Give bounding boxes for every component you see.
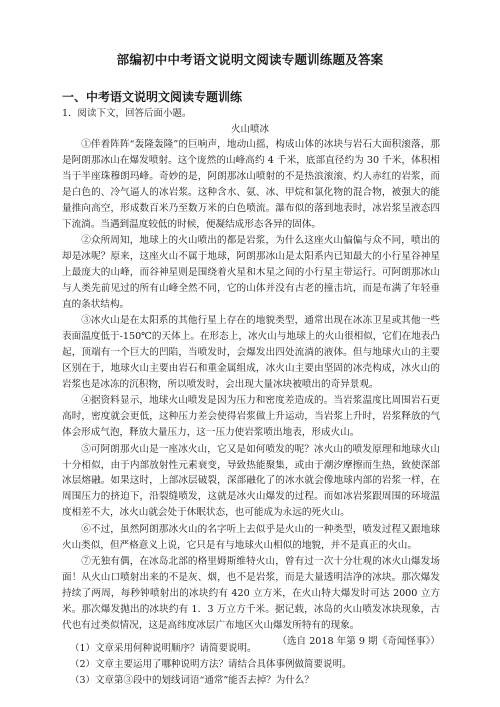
question-intro: 1．阅读下文，回答后面小题。 (62, 108, 192, 119)
paragraph-6: ⑥不过，虽然阿朗那冰火山的名字听上去似乎是火山的一种类型，喷发过程又跟地球火山类似，但严格意义上说，它只是有与地球火山相似的地貌，并不是真正的火山。 (62, 523, 440, 551)
question-1: （1）文章采用何种说明顺序？请简要说明。 (70, 643, 257, 654)
article-title: 火山喷冰 (230, 124, 269, 135)
article-body (62, 137, 440, 651)
paragraph-4: ④据资料显示，地球火山喷发是因为压力和密度差造成的。当岩浆温度比周围岩石更高时，密度就会更低，这种压力差会使得岩浆做上升运动，当岩浆上升时，岩浆释放的气体会形成气泡，释放大量压力，这一压力使岩浆喷出地表，形成火山。 (62, 395, 440, 439)
document-title: 部编初中中考语文说明文阅读专题训练题及答案 (116, 52, 384, 67)
paragraph-1: ①伴着阵阵“轰隆轰隆”的巨响声，地动山摇，构成山体的冰块与岩石大面积滚落，那是阿朗那冰山在爆发喷射。这个庞然的山峰高约 4 千米，底部直径约为 30 千米，体积相当于半座珠穆朗玛峰。奇妙的是，阿朗那冰山喷射的不是热浪滚滚、灼人赤红的岩浆，而是白色的、冷气逼人的冰岩浆。这种含水、氨、冰、甲烷和氯化物的混合物，被强大的能量推向高空，形成数百米乃至数万米的白色喷流。瀑布似的落到地表时，冰岩浆呈液态四下流淌。当遇到温度较低的时候，便凝结成形态各异的固体。 (62, 139, 440, 230)
question-2: （2）文章主要运用了哪种说明方法？请结合具体事例做简要说明。 (70, 659, 352, 671)
question-3: （3）文章第③段中的划线词语“通常”能否去掉？为什么？ (70, 675, 314, 687)
paragraph-3: ③冰火山是在太阳系的其他行星上存在的地貌类型，通常出现在冰冻卫星或其他一些表面温度低于-150℃的天体上。在形态上，冰火山与地球上的火山很相似，它们在地表凸起，顶端有一个巨大的凹陷，当喷发时，会爆发出四处流淌的液体。但与地球火山的主要区别在于，地球火山主要由岩石和重金属组成，冰火山主要由坚固的冰壳构成，冰火山的岩浆也是冰冻的沉积物，所以喷发时，会出现大量冰块被喷出的奇异景观。 (62, 315, 440, 390)
section-heading: 一、中考语文说明文阅读专题训练 (62, 90, 243, 104)
paragraph-2: ②众所周知，地球上的火山喷出的都是岩浆，为什么这座火山偏偏与众不同，喷出的却是冰呢？原来，这座火山不属于地球，阿朗那冰山是太阳系内已知最大的小行星谷神星上最庞大的山峰，而谷神星则是围绕着火星和木星之间的小行星主带运行。可阿朗那冰山与人类先前见过的所有山峰全然不同，它的山体并没有古老的撞击坑，而是布满了年轻垂直的条状结构。 (62, 235, 440, 310)
article-source: （选自 2018 年第 9 期《奇闻怪事》） (277, 636, 440, 648)
paragraph-7: ⑦无独有偶，在冰岛北部的格里姆斯维特火山，曾有过一次十分壮观的冰火山爆发场面！从火山口喷射出来的不是灰、烟，也不是岩浆，而是大量透明洁净的冰块。那次爆发持续了两周，每秒钟喷射出的冰块约有 420 立方米，在火山特大爆发时可达 2000 立方米。那次爆发抛出的冰块约有 1．3 万立方千米。据记载，冰岛的火山喷发冰块现象，古代也有过类似情况，这是高纬度冰层广布地区火山爆发所特有的现象。 (62, 556, 440, 631)
question-list (62, 641, 440, 690)
paragraph-5: ⑤可阿朗那火山是一座冰火山，它又是如何喷发的呢？冰火山的喷发原理和地球火山十分相似，由于内部放射性元素衰变，导致热能聚集，或由于潮汐摩擦而生热，致使深部冰层熔融。如果这时，上部冰层破裂，深部融化了的冰水就会像地球内部的岩浆一样，在周围压力的挤迫下，沿裂缝喷发，这就是冰火山爆发的过程。而如冰岩浆跟周围的环境温度相差不大，冰火山就会处于休眠状态，也可能成为永远的死火山。 (62, 443, 440, 519)
